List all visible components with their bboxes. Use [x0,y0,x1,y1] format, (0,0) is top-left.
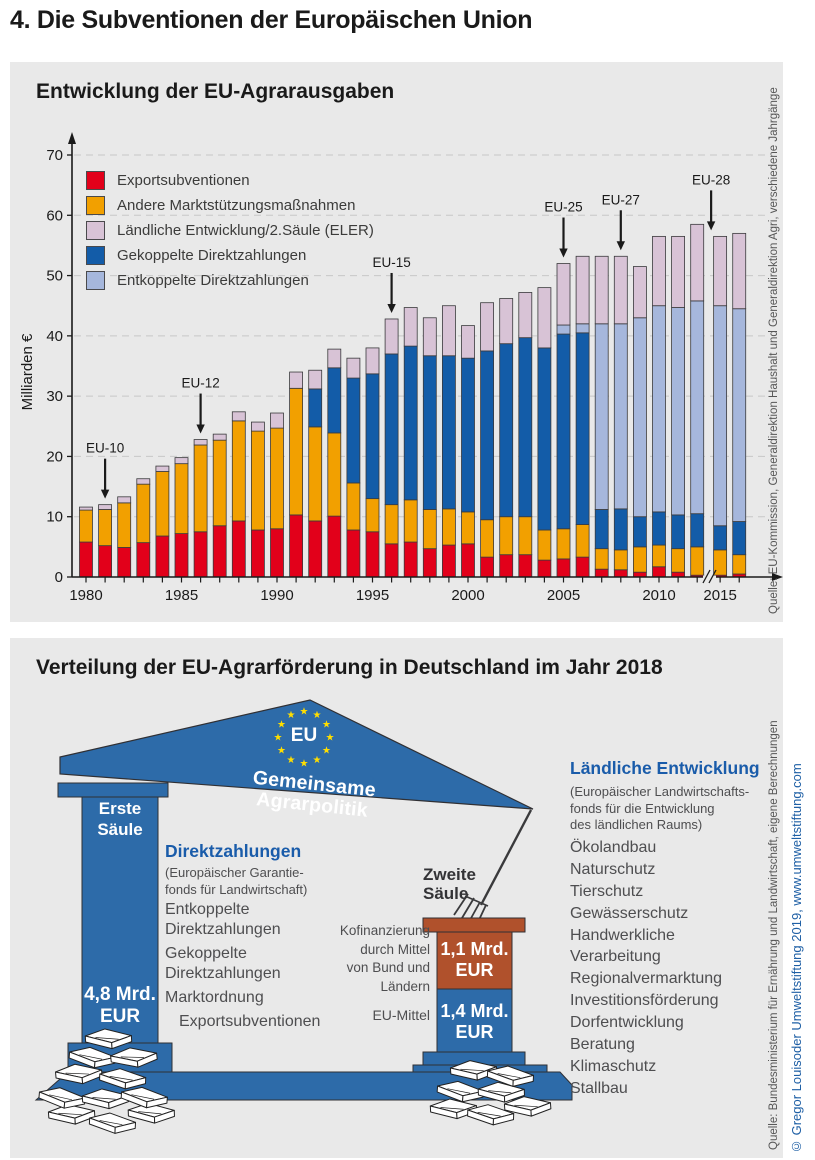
bar-segment [309,427,322,521]
bar-1999 [442,306,455,577]
bar-2009 [633,267,646,577]
bar-segment [462,512,475,544]
annotation-eu-27 [602,192,640,250]
bar-segment [290,372,303,388]
bar-1981 [99,505,112,577]
bar-1986 [194,440,207,577]
bar-segment [194,532,207,577]
bar-segment [385,544,398,577]
y-tick-label: 70 [46,147,63,164]
laendliche-entwicklung-heading: Ländliche Entwicklung [570,758,760,778]
annotation-label: EU-12 [181,375,220,391]
bar-segment [366,348,379,374]
bar-segment [653,567,666,577]
x-tick-label: 2005 [546,587,581,604]
legend-item-entkoppelte [86,268,374,293]
bar-segment [404,542,417,577]
bar-segment [309,389,322,427]
legend-label: Gekoppelte Direktzahlungen [117,247,307,264]
bar-1995 [366,348,379,577]
distribution-panel [10,638,783,1158]
bar-segment [309,370,322,389]
bar-segment [557,325,570,334]
bar-segment [404,346,417,500]
eu-star-icon: ★ [322,719,332,731]
bar-segment [328,516,341,577]
bar-segment [118,497,131,503]
legend-swatch-lightblue [86,271,105,290]
legend-swatch-pink [86,221,105,240]
bar-1993 [328,349,341,577]
zweite-saeule-amount-bund: 1,1 Mrd. EUR [440,939,509,980]
bar-1998 [423,318,436,577]
y-tick-label: 20 [46,448,63,466]
bar-segment [500,298,513,343]
laendliche-item: Regionalvermarktung [570,970,723,987]
bar-segment [462,544,475,577]
x-tick-label: 1990 [260,587,294,604]
bar-segment [462,326,475,359]
bar-segment [576,557,589,577]
bar-2015 [714,236,727,577]
copyright-note: © Gregor Louisoder Umweltstiftung 2019, www.umweltstiftung.com [789,763,804,1154]
laendliche-item: Tierschutz [570,883,644,900]
bar-segment [672,549,685,573]
bar-2006 [576,256,589,577]
y-tick-label: 40 [46,327,63,345]
bar-segment [423,509,436,548]
legend-swatch-orange [86,196,105,215]
bar-2011 [672,236,685,577]
bar-segment [653,236,666,305]
bar-segment [614,509,627,550]
bar-2007 [595,256,608,577]
y-tick-label: 10 [46,508,63,526]
legend-item-exportsubventionen [86,168,374,193]
eu-star-icon: ★ [273,732,283,744]
eu-star-icon: ★ [276,719,286,731]
eu-mittel-label: EU-Mittel [372,1007,430,1023]
bar-segment [385,354,398,505]
bar-segment [404,500,417,542]
bar-segment [213,526,226,577]
eu-star-icon: ★ [299,706,309,718]
bar-2005 [557,264,570,577]
bar-1991 [290,372,303,577]
bar-segment [595,549,608,569]
agrar-chart [10,62,783,622]
bar-segment [500,517,513,555]
bar-1989 [251,422,264,577]
bar-segment [347,358,360,378]
bar-segment [194,440,207,445]
bar-segment [519,517,532,555]
bar-1994 [347,358,360,577]
bar-segment [137,484,150,542]
eu-star-icon: ★ [312,709,322,721]
bar-2008 [614,256,627,577]
bar-segment [366,374,379,499]
bar-1997 [404,308,417,577]
chart-legend [86,168,374,293]
x-tick-label: 1985 [164,587,199,604]
bar-segment [633,267,646,318]
bar-segment [347,378,360,483]
bar-segment [595,324,608,510]
bar-segment [614,570,627,577]
legend-swatch-darkblue [86,246,105,265]
annotation-label: EU-27 [601,192,640,208]
bar-1996 [385,319,398,577]
bar-segment [290,515,303,577]
bar-segment [271,413,284,428]
bar-segment [385,319,398,354]
laendliche-item: Gewässerschutz [570,905,689,922]
bar-segment [271,428,284,529]
eu-star-icon: ★ [299,758,309,770]
laendliche-item: Beratung [570,1036,635,1053]
bar-segment [442,509,455,545]
bar-segment [595,569,608,577]
bar-segment [156,536,169,577]
bar-segment [614,256,627,324]
x-tick-label: 1980 [69,587,103,604]
page-title: 4. Die Subventionen der Europäischen Union [10,6,533,34]
laendliche-subheading [570,784,749,834]
bar-segment [118,547,131,577]
eu-star-icon: ★ [325,732,335,744]
bar-segment [481,520,494,557]
annotation-eu-25 [544,200,582,258]
eu-star-icon: ★ [312,755,322,767]
bar-segment [328,349,341,368]
subheading-line: (Europäischer Landwirtschafts- [570,784,750,799]
bar-2002 [500,298,513,577]
bar-segment [672,236,685,307]
annotation-eu-15 [372,255,410,313]
laendliche-item: Ökolandbau [570,839,657,856]
y-tick-label: 60 [46,207,63,225]
bar-segment [328,368,341,433]
bar-segment [423,356,436,510]
distribution-source-note: Quelle: Bundesministerium für Ernährung und Landwirtschaft, eigene Berechnungen [768,720,780,1150]
bar-segment [714,236,727,305]
bar-1983 [137,479,150,577]
bar-1984 [156,466,169,577]
y-tick-label: 50 [46,267,63,285]
bar-1980 [80,507,93,577]
annotation-eu-12 [181,376,219,434]
bar-segment [500,344,513,517]
laendliche-item: Dorfentwicklung [570,1014,684,1031]
bar-segment [576,333,589,525]
y-axis-label: Milliarden € [19,333,36,411]
laendliche-item: Naturschutz [570,861,656,878]
bar-2010 [653,236,666,577]
chart-title: Entwicklung der EU-Agrarausgaben [36,80,395,103]
eu-flag-label: EU [290,725,318,746]
bar-2004 [538,288,551,577]
bar-segment [232,521,245,577]
bar-segment [519,292,532,337]
bar-segment [118,503,131,548]
bar-segment [213,440,226,526]
bar-segment [614,324,627,509]
kofinanzierung-line: Ländern [380,978,430,994]
bar-segment [481,303,494,351]
bar-segment [714,526,727,550]
bar-segment [462,358,475,512]
bar-segment [595,509,608,548]
bar-segment [137,479,150,484]
bar-segment [691,547,704,575]
bar-segment [156,466,169,471]
bar-segment [194,445,207,532]
bar-segment [576,256,589,324]
bar-segment [538,530,551,560]
annotation-label: EU-28 [691,172,731,188]
bar-2000 [462,326,475,577]
bar-segment [691,224,704,301]
bar-segment [366,499,379,532]
annotation-label: EU-10 [85,440,125,456]
bar-segment [691,514,704,547]
eu-star-icon: ★ [276,745,286,757]
bar-segment [538,560,551,577]
bar-segment [595,256,608,324]
legend-item-marktstuetzung [86,193,374,218]
bar-1985 [175,458,188,577]
bar-1987 [213,434,226,577]
bar-segment [519,338,532,517]
x-tick-label: 2000 [451,587,485,604]
bar-segment [672,308,685,515]
bar-segment [251,422,264,431]
annotation-label: EU-15 [372,254,411,270]
bar-segment [538,288,551,348]
bar-segment [672,515,685,549]
bar-segment [156,472,169,537]
legend-label: Andere Marktstützungsmaßnahmen [117,197,356,214]
bar-2016 [733,233,746,577]
bar-segment [347,483,360,530]
eu-star-icon: ★ [322,745,332,757]
bar-segment [733,522,746,555]
bar-segment [232,421,245,521]
bar-segment [99,509,112,545]
legend-swatch-red [86,171,105,190]
y-tick-label: 30 [46,388,63,406]
laendliche-item: Investitionsförderung [570,992,719,1009]
chart-source-note: Quelle: EU-Kommission, Generaldirektion Haushalt und Generaldirektion Agri, verschiedene Jahrgänge [768,87,780,614]
bar-segment [557,529,570,559]
bar-segment [213,434,226,440]
subheading-line: fonds für Landwirtschaft) [165,881,308,897]
eu-star-icon: ★ [286,709,296,721]
legend-item-laendliche-entwicklung [86,218,374,243]
legend-label: Ländliche Entwicklung/2.Säule (ELER) [117,222,374,239]
bar-segment [442,356,455,509]
bar-1982 [118,497,131,577]
bar-segment [557,559,570,577]
bar-segment [633,517,646,547]
direktzahlungen-subheading [165,865,307,898]
bar-segment [80,542,93,577]
bar-segment [633,547,646,572]
legend-label: Entkoppelte Direktzahlungen [117,272,309,289]
subheading-line: fonds für die Entwicklung [570,800,715,816]
bar-segment [442,545,455,577]
laendliche-item: Handwerkliche Verarbeitung [570,927,675,965]
bar-segment [557,334,570,529]
legend-label: Exportsubventionen [117,172,250,189]
laendliche-item: Klimaschutz [570,1058,657,1075]
bar-segment [653,545,666,567]
bar-segment [366,532,379,577]
bar-1992 [309,370,322,577]
laendliche-item: Stallbau [570,1080,628,1097]
annotation-label: EU-25 [544,199,583,215]
bar-1988 [232,412,245,577]
bar-segment [691,301,704,514]
bar-2003 [519,292,532,577]
bar-segment [290,388,303,515]
bar-2001 [481,303,494,577]
bar-segment [423,549,436,577]
bar-segment [500,555,513,577]
erste-saeule-amount: 4,8 Mrd. EUR [84,984,156,1027]
distribution-title: Verteilung der EU-Agrarförderung in Deutschland im Jahr 2018 [36,656,663,679]
bar-segment [481,557,494,577]
kofinanzierung-line: von Bund und [346,960,430,975]
bar-segment [519,555,532,577]
bar-segment [309,521,322,577]
bar-segment [251,530,264,577]
direktzahlungen-item: Entkoppelte Direktzahlungen [165,901,281,938]
zweite-saeule-amount-eu: 1,4 Mrd. EUR [440,1001,509,1042]
bar-segment [251,431,264,530]
chart-panel [10,62,783,622]
laendliche-entwicklung-list [570,837,742,1100]
annotation-eu-28 [692,172,730,230]
bar-segment [733,555,746,574]
bar-segment [538,348,551,530]
bar-segment [80,507,93,510]
direktzahlungen-heading: Direktzahlungen [165,841,302,861]
bar-segment [99,505,112,510]
bar-segment [733,309,746,522]
bar-segment [404,308,417,347]
bar-segment [347,530,360,577]
bar-segment [175,458,188,464]
eu-star-icon: ★ [286,755,296,767]
bar-segment [137,543,150,577]
kofinanzierung-line: Kofinanzierung [339,923,430,938]
bar-segment [633,318,646,517]
bar-segment [576,525,589,558]
bar-segment [481,351,494,520]
x-tick-label: 2010 [642,587,676,604]
bar-2012 [691,224,704,577]
bar-segment [175,464,188,534]
subheading-line: des ländlichen Raums) [570,817,703,832]
direktzahlungen-item: Exportsubventionen [179,1013,321,1030]
bar-segment [653,306,666,512]
bar-segment [232,412,245,421]
direktzahlungen-item: Marktordnung [165,989,264,1006]
direktzahlungen-item: Gekoppelte Direktzahlungen [165,945,281,982]
bar-segment [714,306,727,526]
bar-segment [614,550,627,570]
bar-segment [271,529,284,577]
annotation-eu-10 [86,441,124,499]
bar-segment [328,433,341,516]
erste-saeule-label: Erste Säule [97,799,143,840]
zweite-saeule-label: Zweite Säule [423,865,476,903]
bar-segment [80,510,93,542]
gemeinsame-agrarpolitik-banner: Gemeinsame Agrarpolitik [251,766,377,823]
bar-segment [442,306,455,356]
bar-1990 [271,413,284,577]
bar-segment [557,264,570,325]
bar-segment [99,546,112,577]
bar-segment [423,318,436,356]
bar-segment [175,534,188,577]
bar-segment [385,505,398,544]
bar-segment [733,233,746,308]
legend-item-gekoppelte [86,243,374,268]
kofinanzierung-label [298,922,430,996]
x-tick-label: 1995 [355,587,390,604]
subheading-line: (Europäischer Garantie- [165,865,304,880]
bar-segment [653,512,666,545]
y-tick-label: 0 [54,569,63,586]
x-tick-label: 2015 [703,587,737,604]
kofinanzierung-line: durch Mittel [360,941,430,957]
bar-segment [576,324,589,333]
